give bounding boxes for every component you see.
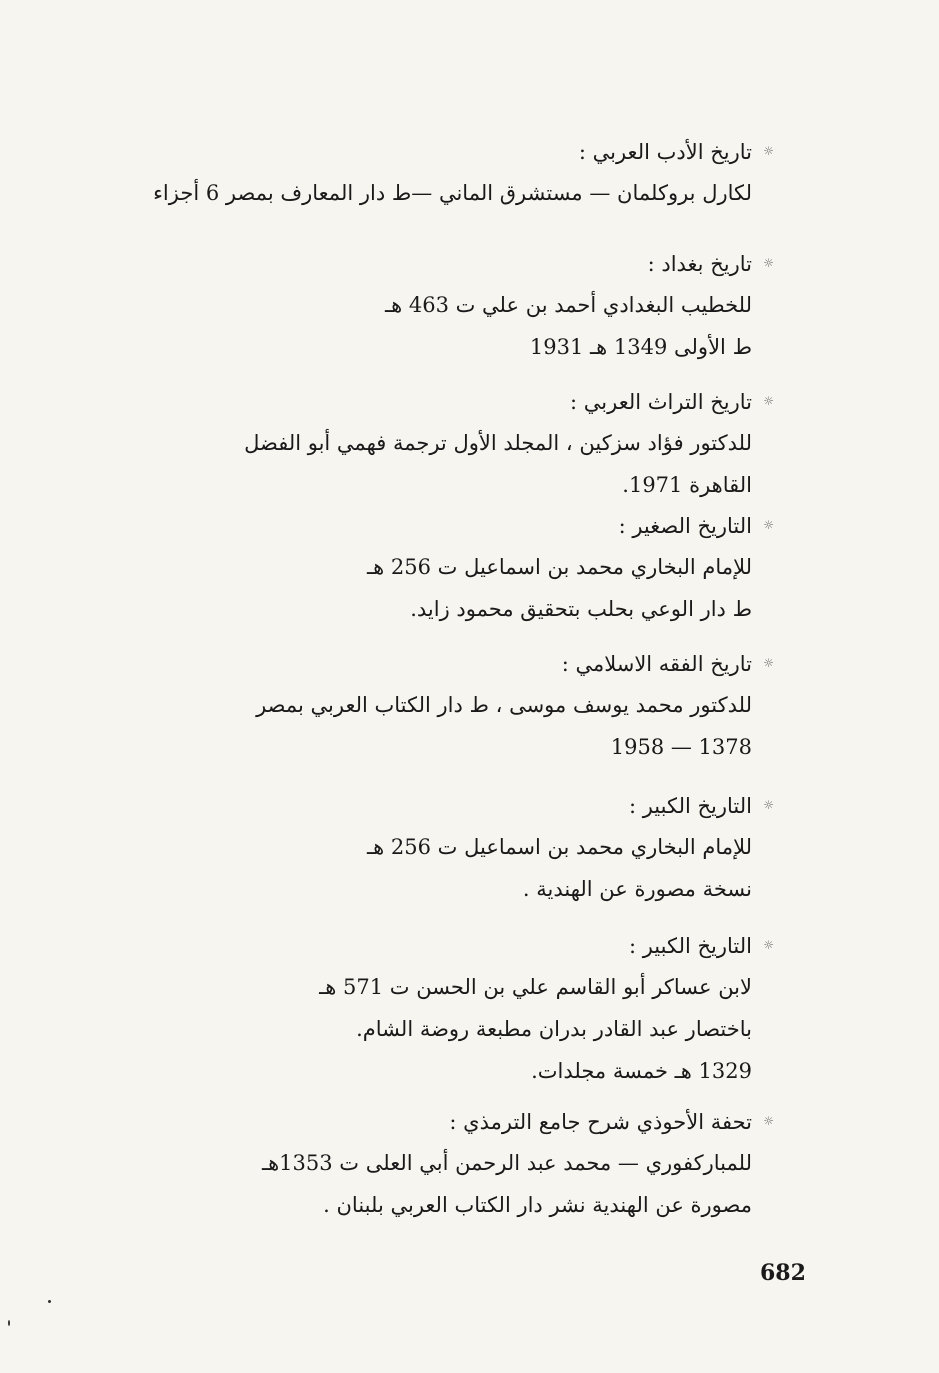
- scan-speck: [8, 1320, 10, 1326]
- entry-title: تاريخ الفقه الاسلامي :: [561, 652, 752, 676]
- entry-title: تاريخ التراث العربي :: [570, 390, 752, 414]
- entry-line: للدكتور فؤاد سزكين ، المجلد الأول ترجمة فهمي أبو الفضل: [244, 431, 752, 455]
- bibliography-entry: [100, 382, 780, 506]
- entry-title: التاريخ الكبير :: [628, 794, 752, 818]
- entry-line: لابن عساكر أبو القاسم علي بن الحسن ت 571 هـ: [319, 975, 752, 999]
- entry-title: تاريخ الأدب العربي :: [578, 140, 752, 164]
- bibliography-entry: [100, 506, 780, 644]
- bibliography-entry: [100, 244, 780, 382]
- bullet-icon: ☼: [763, 394, 774, 408]
- entry-line: لكارل بروكلمان — مستشرق الماني —ط دار المعارف بمصر 6 أجزاء: [153, 181, 752, 205]
- entry-line: للإمام البخاري محمد بن اسماعيل ت 256 هـ: [366, 555, 752, 579]
- scan-speck: [48, 1300, 51, 1303]
- bullet-icon: ☼: [763, 798, 774, 812]
- bullet-icon: ☼: [763, 256, 774, 270]
- entry-line: للخطيب البغدادي أحمد بن علي ت 463 هـ: [384, 293, 752, 317]
- bibliography-entry: [100, 644, 780, 786]
- bibliography-entry: [100, 926, 780, 1102]
- entry-line: 1378 — 1958: [610, 735, 752, 759]
- bibliography-list: [100, 132, 780, 1232]
- entry-title: تاريخ بغداد :: [647, 252, 752, 276]
- entry-line: ط الأولى 1349 هـ 1931: [529, 335, 752, 359]
- bullet-icon: ☼: [763, 938, 774, 952]
- entry-line: نسخة مصورة عن الهندية .: [522, 877, 752, 901]
- entry-line: للإمام البخاري محمد بن اسماعيل ت 256 هـ: [366, 835, 752, 859]
- entry-title: تحفة الأحوذي شرح جامع الترمذي :: [449, 1110, 752, 1134]
- bibliography-entry: [100, 786, 780, 926]
- bullet-icon: ☼: [763, 1114, 774, 1128]
- entry-line: للدكتور محمد يوسف موسى ، ط دار الكتاب العربي بمصر: [256, 693, 752, 717]
- bullet-icon: ☼: [763, 518, 774, 532]
- entry-line: مصورة عن الهندية نشر دار الكتاب العربي بلبنان .: [323, 1193, 752, 1217]
- entry-title: التاريخ الكبير :: [628, 934, 752, 958]
- entry-line: القاهرة 1971.: [622, 473, 752, 497]
- entry-line: للمباركفوري — محمد عبد الرحمن أبي العلى ت 1353هـ: [261, 1151, 752, 1175]
- entry-line: 1329 هـ خمسة مجلدات.: [531, 1059, 752, 1083]
- page-number: 682: [760, 1260, 806, 1286]
- entry-line: باختصار عبد القادر بدران مطبعة روضة الشام.: [356, 1017, 752, 1041]
- bibliography-entry: [100, 1102, 780, 1232]
- bullet-icon: ☼: [763, 656, 774, 670]
- bullet-icon: ☼: [763, 144, 774, 158]
- entry-line: ط دار الوعي بحلب بتحقيق محمود زايد.: [410, 597, 752, 621]
- bibliography-entry: [100, 132, 780, 244]
- entry-title: التاريخ الصغير :: [618, 514, 752, 538]
